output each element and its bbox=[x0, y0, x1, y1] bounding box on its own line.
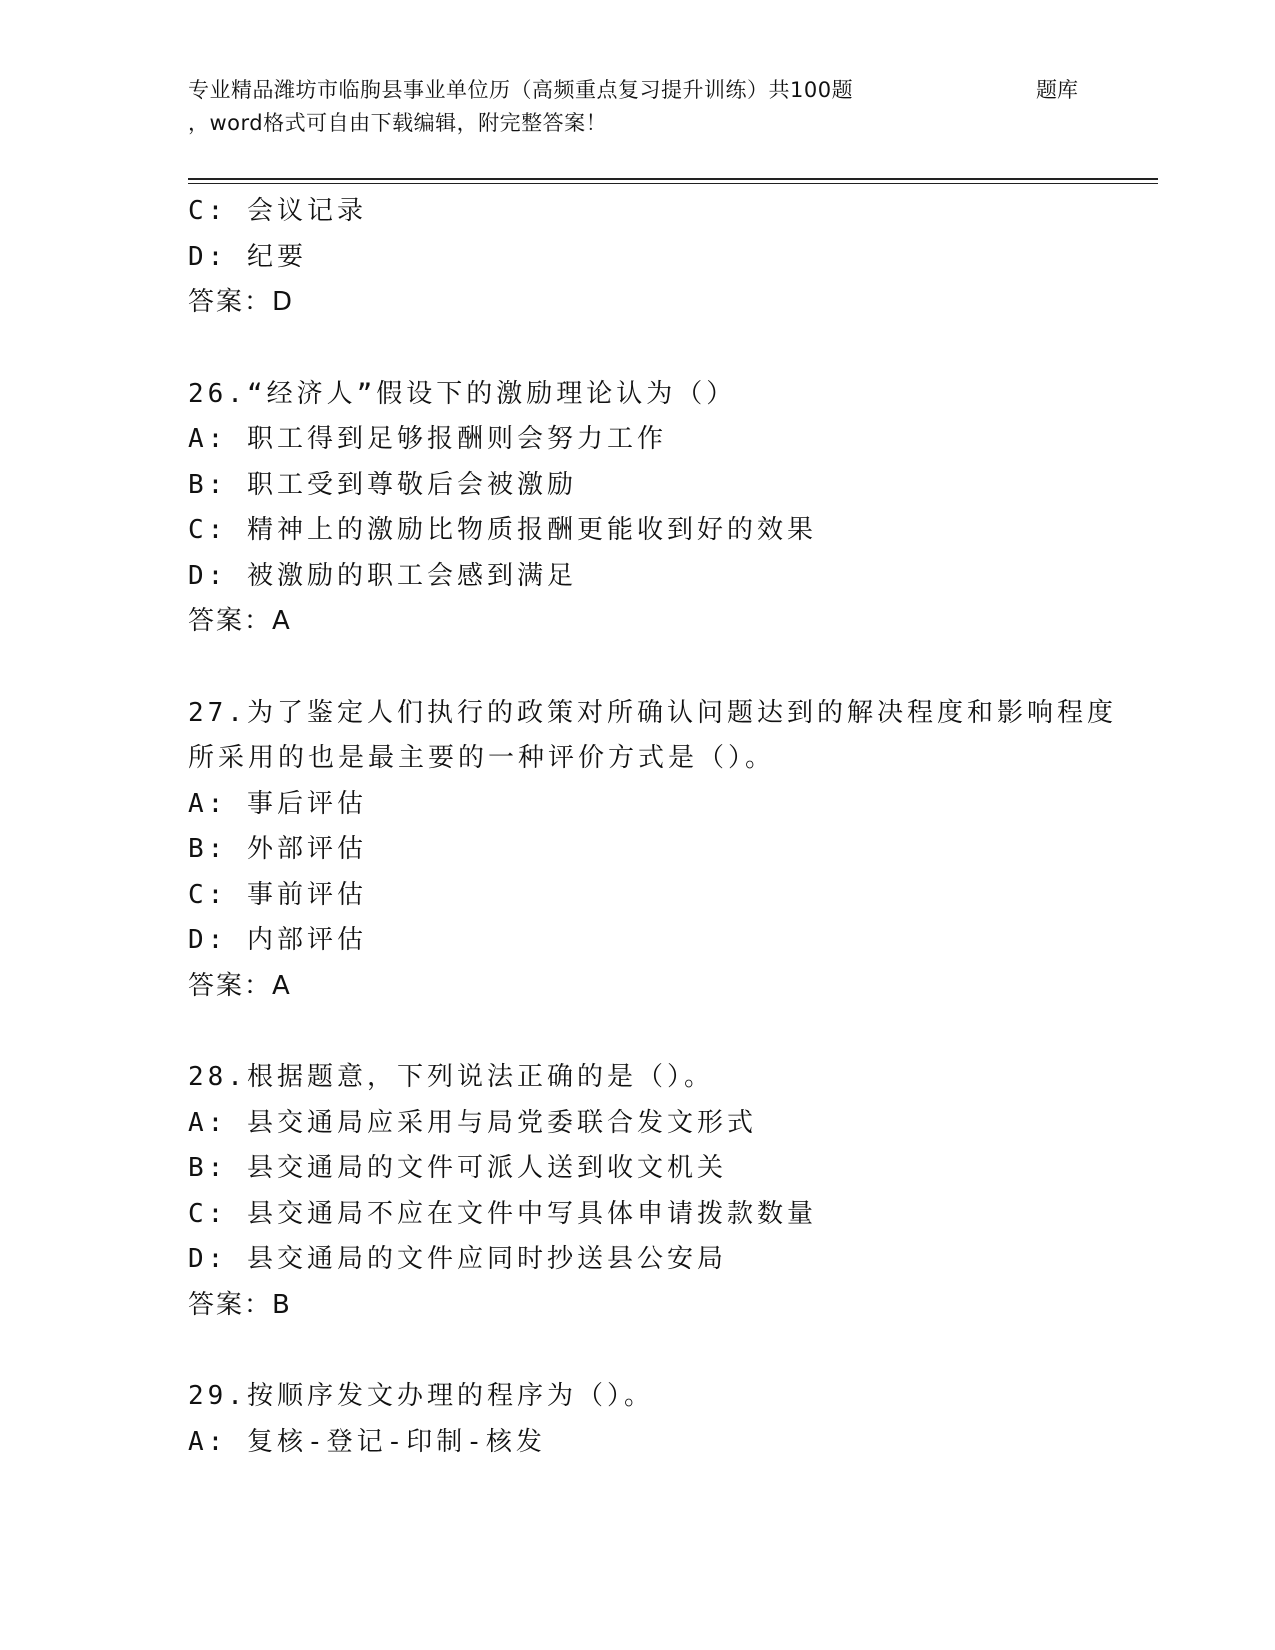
answer-line: 答案：A bbox=[188, 970, 292, 1001]
option-a: A: 事后评估 bbox=[188, 788, 367, 819]
question-stem: 28.根据题意，下列说法正确的是（）。 bbox=[188, 1062, 714, 1092]
option-b: B: 职工受到尊敬后会被激励 bbox=[188, 469, 577, 500]
question-stem: 29.按顺序发文办理的程序为（）。 bbox=[188, 1381, 654, 1411]
question-stem: 26.“经济人”假设下的激励理论认为（） bbox=[188, 378, 737, 409]
option-a: A: 职工得到足够报酬则会努力工作 bbox=[188, 424, 667, 454]
spacer bbox=[188, 645, 1148, 691]
option-d: D: 纪要 bbox=[188, 241, 307, 272]
header-rule-thin bbox=[188, 183, 1158, 184]
answer-line: 答案：B bbox=[188, 1289, 292, 1320]
option-d: D: 被激励的职工会感到满足 bbox=[188, 560, 577, 591]
page-header bbox=[188, 74, 1158, 140]
option-b: B: 县交通局的文件可派人送到收文机关 bbox=[188, 1153, 727, 1183]
answer-line: 答案：A bbox=[188, 606, 292, 636]
header-title-line-2: ，word格式可自由下载编辑，附完整答案！ bbox=[188, 111, 608, 135]
option-c: C: 事前评估 bbox=[188, 879, 367, 910]
question-28 bbox=[188, 1055, 1148, 1328]
option-a: A: 县交通局应采用与局党委联合发文形式 bbox=[188, 1107, 757, 1138]
option-c: C: 会议记录 bbox=[188, 196, 367, 226]
answer-line: 答案：D bbox=[188, 287, 295, 317]
question-26 bbox=[188, 372, 1148, 645]
question-content bbox=[188, 189, 1148, 1465]
option-c: C: 县交通局不应在文件中写具体申请拨款数量 bbox=[188, 1198, 817, 1229]
question-29 bbox=[188, 1374, 1148, 1465]
question-27 bbox=[188, 691, 1148, 1010]
option-c: C: 精神上的激励比物质报酬更能收到好的效果 bbox=[188, 515, 817, 545]
question-stem-continued: 所采用的也是最主要的一种评价方式是（）。 bbox=[188, 743, 776, 773]
option-d: D: 内部评估 bbox=[188, 925, 367, 955]
header-rule-thick bbox=[188, 178, 1158, 180]
spacer bbox=[188, 1009, 1148, 1055]
prev-question-block bbox=[188, 189, 1148, 326]
question-stem: 27.为了鉴定人们执行的政策对所确认问题达到的解决程度和影响程度 bbox=[188, 697, 1117, 728]
spacer bbox=[188, 326, 1148, 372]
spacer bbox=[188, 1328, 1148, 1374]
option-a: A: 复核-登记-印制-核发 bbox=[188, 1426, 546, 1457]
option-b: B: 外部评估 bbox=[188, 834, 367, 864]
option-d: D: 县交通局的文件应同时抄送县公安局 bbox=[188, 1244, 727, 1274]
header-title-line-1: 专业精品潍坊市临朐县事业单位历（高频重点复习提升训练）共100题 bbox=[188, 78, 854, 102]
header-title-right: 题库 bbox=[1036, 78, 1078, 102]
